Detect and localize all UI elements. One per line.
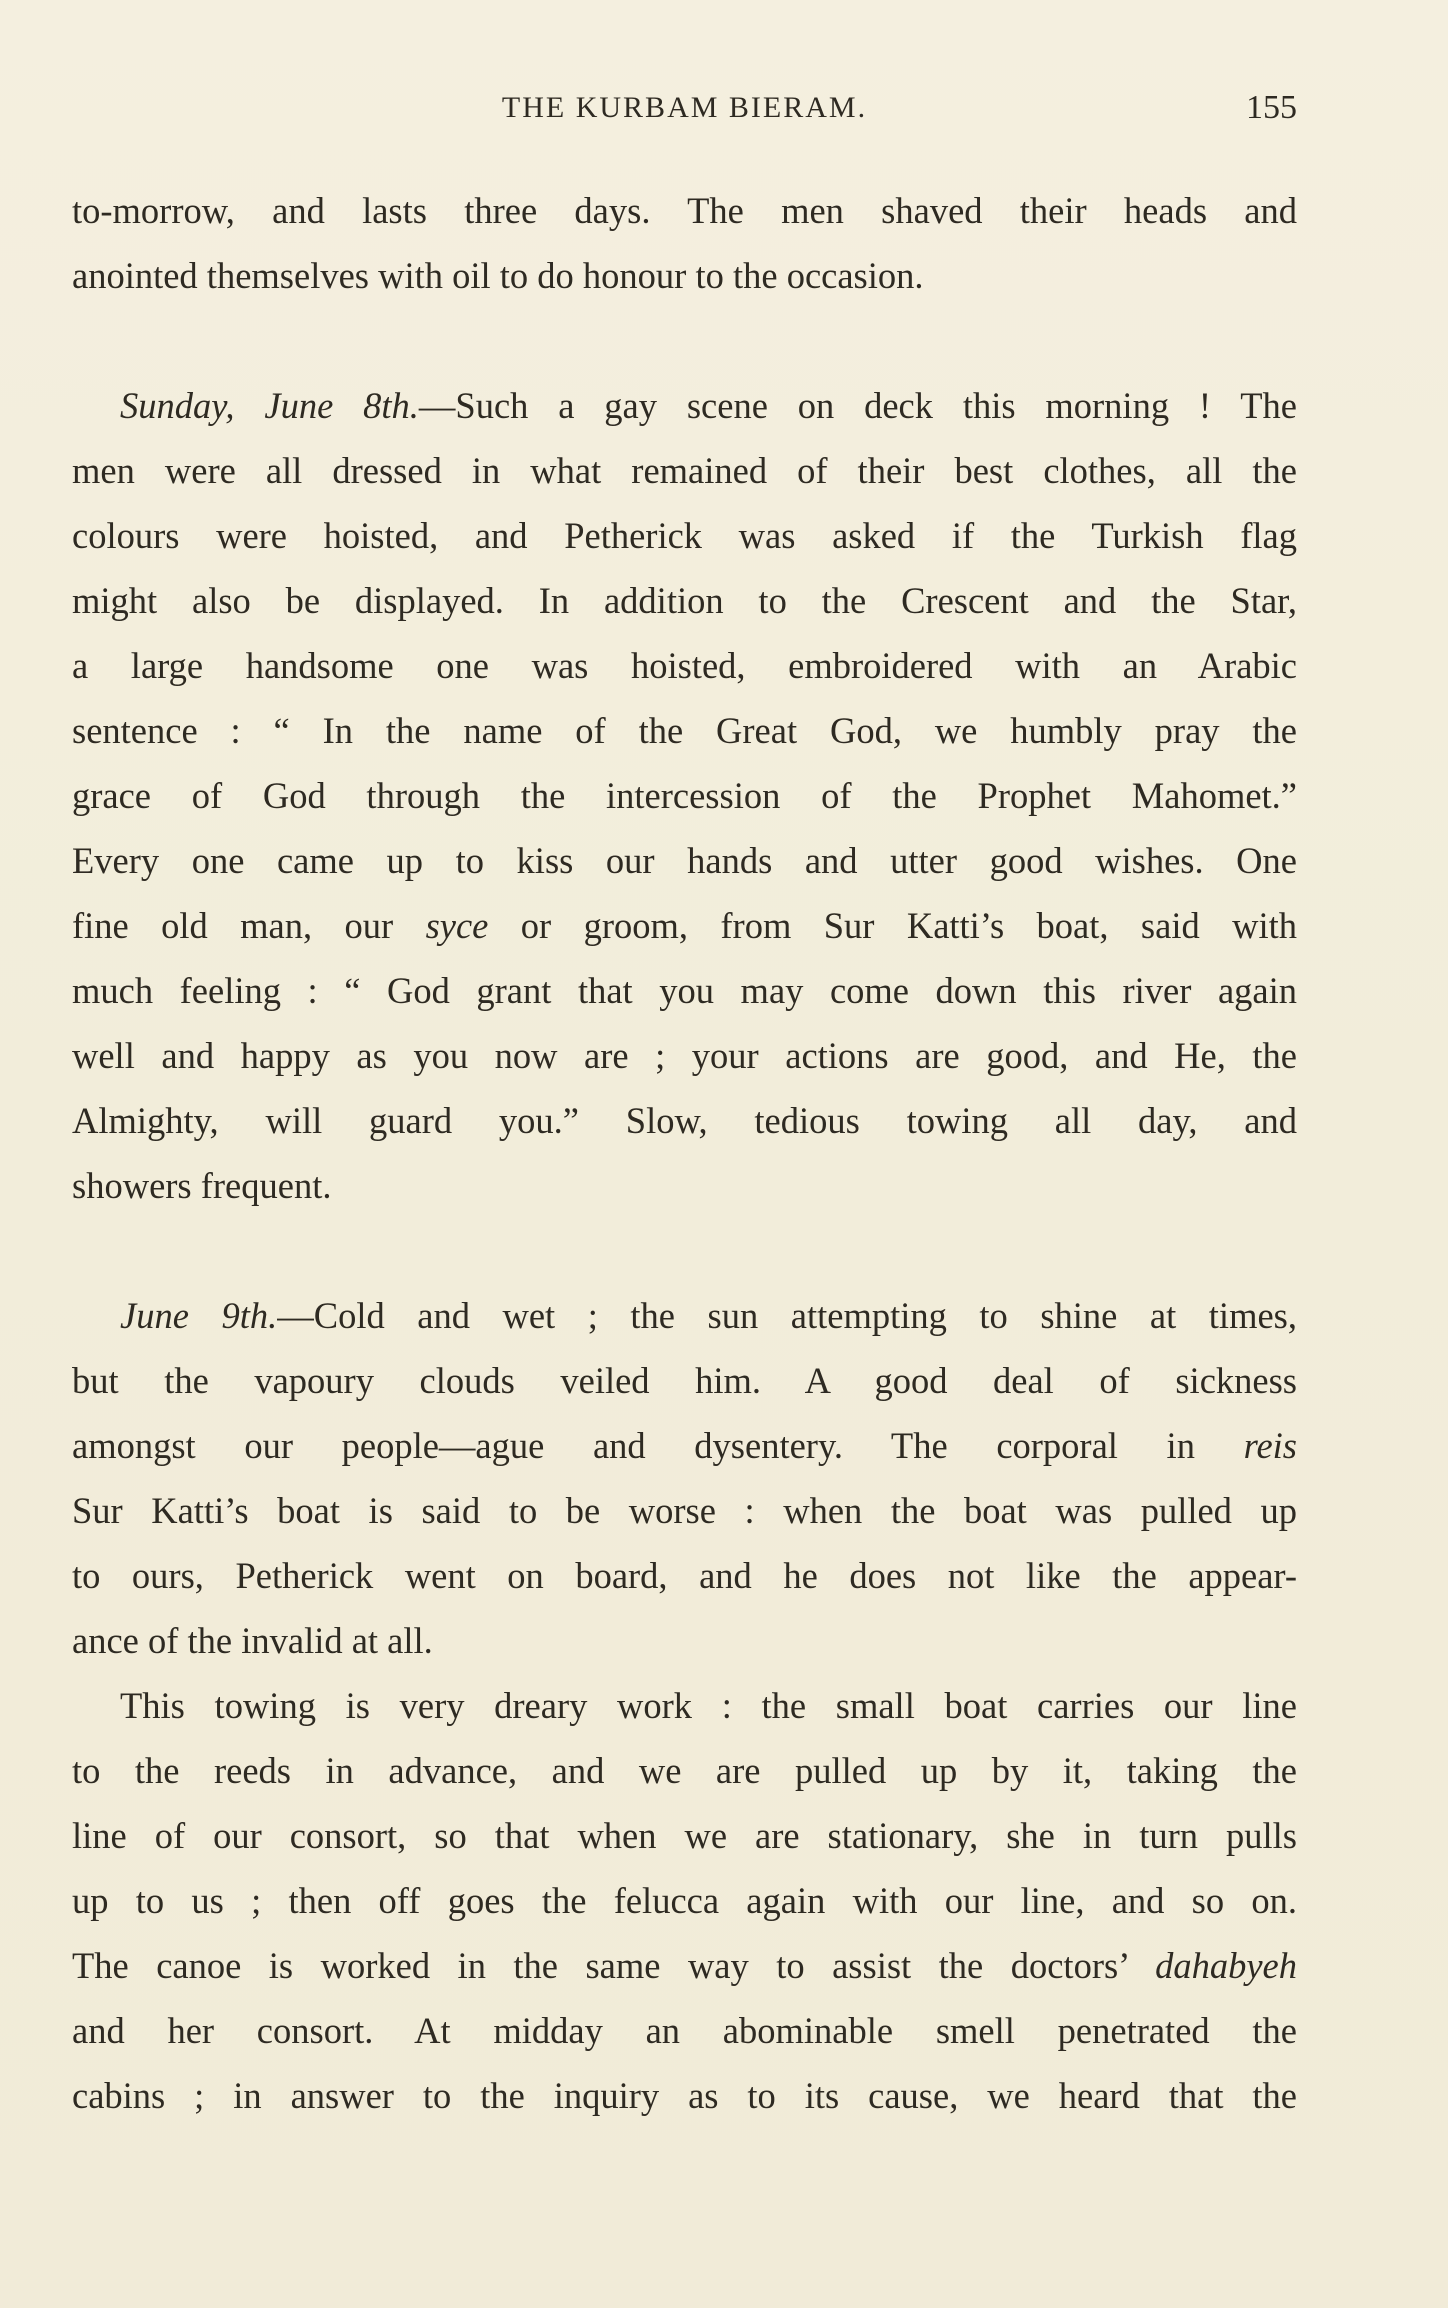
italic-term: dahabyeh: [1155, 1945, 1297, 1986]
text-line: to ours, Petherick went on board, and he does not like the appear-: [72, 1555, 1297, 1596]
text-line: grace of God through the intercession of the Prophet Mahomet.”: [72, 775, 1297, 816]
text-line: [72, 1283, 1297, 1348]
text-line: line of our consort, so that when we are stationary, she in turn pulls: [72, 1815, 1297, 1856]
entry-date: Sunday, June 8th.: [120, 385, 419, 426]
running-title: THE KURBAM BIERAM.: [501, 91, 868, 124]
text-line: This towing is very dreary work : the small boat carries our line: [120, 1685, 1297, 1726]
text-line: to the reeds in advance, and we are pulled up by it, taking the: [72, 1750, 1297, 1791]
text-line: a large handsome one was hoisted, embroidered with an Arabic: [72, 645, 1297, 686]
text-line: [72, 373, 1297, 438]
text-line: showers frequent.: [72, 1165, 332, 1206]
text-line: men were all dressed in what remained of their best clothes, all the: [72, 450, 1297, 491]
text-run: or groom, from Sur Katti’s boat, said with: [488, 905, 1297, 946]
text-line: much feeling : “ God grant that you may come down this river again: [72, 970, 1297, 1011]
text-line: [72, 893, 1297, 958]
text-run: The canoe is worked in the same way to assist the doctors’: [72, 1945, 1156, 1986]
text-line: and her consort. At midday an abominable smell penetrated the: [72, 2010, 1297, 2051]
text-line: anointed themselves with oil to do honour to the occasion.: [72, 255, 924, 296]
text-line: colours were hoisted, and Petherick was asked if the Turkish flag: [72, 515, 1297, 556]
italic-term: syce: [425, 905, 489, 946]
text-run: amongst our people—ague and dysentery. The corporal in: [72, 1425, 1244, 1466]
text-run: —Such a gay scene on deck this morning ! The: [418, 385, 1297, 426]
text-line: sentence : “ In the name of the Great God, we humbly pray the: [72, 710, 1297, 751]
text-run: —Cold and wet ; the sun attempting to shine at times,: [277, 1295, 1297, 1336]
text-line: ance of the invalid at all.: [72, 1620, 433, 1661]
page-number: 155: [1246, 89, 1297, 126]
text-line: well and happy as you now are ; your actions are good, and He, the: [72, 1035, 1297, 1076]
text-line: Almighty, will guard you.” Slow, tedious towing all day, and: [72, 1100, 1297, 1141]
text-line: up to us ; then off goes the felucca again with our line, and so on.: [72, 1880, 1297, 1921]
body-text: [72, 178, 1297, 2128]
entry-date: June 9th.: [120, 1295, 278, 1336]
running-head: [72, 86, 1297, 130]
paragraph-gap: [72, 1218, 1297, 1283]
paragraph-gap: [72, 308, 1297, 373]
text-line: Every one came up to kiss our hands and utter good wishes. One: [72, 840, 1297, 881]
text-line: Sur Katti’s boat is said to be worse : when the boat was pulled up: [72, 1490, 1297, 1531]
text-line: [72, 1933, 1297, 1998]
text-line: [72, 1413, 1297, 1478]
italic-term: reis: [1243, 1425, 1297, 1466]
text-line: to-morrow, and lasts three days. The men shaved their heads and: [72, 190, 1297, 231]
text-line: might also be displayed. In addition to the Crescent and the Star,: [72, 580, 1297, 621]
text-line: cabins ; in answer to the inquiry as to its cause, we heard that the: [72, 2075, 1297, 2116]
text-run: fine old man, our: [72, 905, 426, 946]
text-line: but the vapoury clouds veiled him. A good deal of sickness: [72, 1360, 1297, 1401]
